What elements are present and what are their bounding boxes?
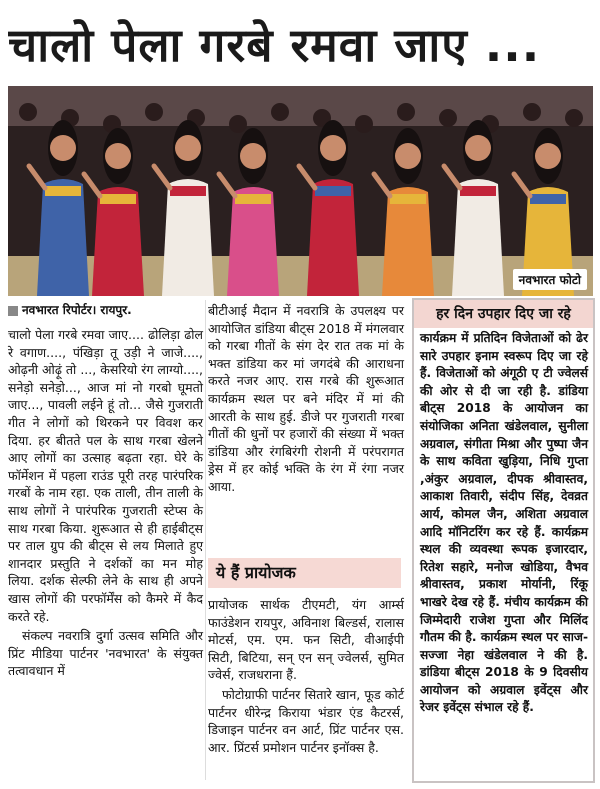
sidebar-box: [412, 298, 595, 783]
dancer-face: [175, 135, 201, 161]
dancer-dress-border: [390, 194, 426, 204]
background-person: [229, 115, 247, 133]
dancer-dress: [37, 179, 89, 296]
byline-text: नवभारत रिपोर्टर। रायपुर.: [22, 303, 132, 317]
dancer-dress-border: [235, 194, 271, 204]
photo-credit: नवभारत फोटो: [513, 269, 587, 290]
sponsors-subhead: ये हैं प्रायोजक: [208, 558, 401, 588]
byline-marker-icon: [8, 306, 18, 316]
article-column-2: [208, 302, 404, 498]
dancer-face: [105, 143, 131, 169]
article-paragraph: संकल्प नवरात्रि दुर्गा उत्सव समिति और प्रिंट मीडिया पार्टनर 'नवभारत' के संयुक्त तत्वावधान में: [8, 628, 203, 679]
photo-background-crowd: [8, 86, 593, 126]
dancer-dress-border: [100, 194, 136, 204]
dancer-dress-border: [170, 186, 206, 196]
background-person: [397, 103, 415, 121]
sidebar-body: कार्यक्रम में प्रतिदिन विजेताओं को ढेर सारे उपहार इनाम स्वरूप दिए जा रहे हैं. विजेताओं को अंगूठी ए टी ज्वेलर्स की ओर से दी जा रही है. डांडिया बीट्स 2018 के आयोजन का संयोजिका अनिता खंडेलवाल, सुनीला अग्रवाल, संगीता मिश्रा और पुष्पा जैन के साथ कविता खुड़िया, निधि गुप्ता ,अंकुर अग्रवाल, दीपक श्रीवास्तव, आकाश तिवारी, संदीप सिंह, देवव्रत आर्य, कोमल जैन, अशिता अग्रवाल आदि मॉनिटरिंग कर रहे हैं. कार्यक्रम स्थल की व्यवस्था रूपक इजारदार, रितेश सहारे, मनोज खोडिया, वैभव श्रीवास्तव, प्रकाश मोर्यानी, रिंकू भाखरे देख रहे हैं. मंचीय कार्यक्रम की जिम्मेदारी राजेश गुप्ता और मिलिंद गौतम की है. कार्यक्रम स्थल पर साज-सज्जा नेहा खंडेलवाल ने की है. डांडिया बीट्स 2018 के 9 दिवसीय आयोजन को अग्रवाल इवेंट्स और रेजर इवेंट्स संभाल रहे हैं.: [420, 331, 588, 715]
headline: चालो पेला गरबे रमवा जाए ...: [8, 18, 541, 72]
dancer-face: [465, 135, 491, 161]
dancer-face: [395, 143, 421, 169]
sponsors-paragraph: फोटोग्राफी पार्टनर सितारे खान, फूड कोर्ट पार्टनर धीरेन्द्र किराया भंडार एंड कैटरर्स, डिजाइन पार्टनर वन आर्ट, प्रिंट पार्टनर एस. आर. प्रिंटर्स प्रमोशन पार्टनर इनॉक्स है.: [208, 686, 404, 755]
dancer-dress-border: [45, 186, 81, 196]
dancer-face: [320, 135, 346, 161]
background-person: [565, 109, 583, 127]
background-person: [439, 109, 457, 127]
dancer-dress: [162, 179, 214, 296]
background-person: [19, 103, 37, 121]
garba-dancers-illustration: [8, 86, 593, 296]
dancer-dress-border: [460, 186, 496, 196]
background-person: [145, 103, 163, 121]
garba-photo: [8, 86, 593, 296]
dancer-face: [50, 135, 76, 161]
background-person: [355, 115, 373, 133]
byline: [8, 302, 203, 318]
sponsors-paragraph: प्रायोजक सार्थक टीएमटी, यंग आर्म्स फाउंडेशन रायपुर, अविनाश बिल्डर्स, रालास मोटर्स, एम. एम. फन सिटी, वीआईपी सिटी, बिटिया, सन् एन सन् ज्वेलर्स, सुमित ज्वेर्स, राजधराना हैं.: [208, 597, 404, 683]
article-column-1: [8, 326, 203, 682]
dancer-face: [535, 143, 561, 169]
article-paragraph: बीटीआई मैदान में नवरात्रि के उपलक्ष्य पर आयोजित डांडिया बीट्स 2018 में मंगलवार को गरबा गीतों के संग देर रात तक मां के भक्त डांडिया कर मां जगदंबे की आराधना करते नजर आए. रास गरबे की शुरूआत कार्यक्रम स्थल पर बने मंदिर में मां की आरती के साथ हुई. डीजे पर गुजराती गरबा गीतों की धुनों पर हजारों की संख्या में भक्त डांडिया और रंगबिरंगी रोशनी में परंपरागत ड्रेस में हर कोई भक्ति के रंग में रंगा नजर आया.: [208, 303, 404, 494]
sidebar-title: हर दिन उपहार दिए जा रहे: [414, 300, 593, 328]
dancer-dress: [452, 179, 504, 296]
dancer-face: [240, 143, 266, 169]
article-paragraph: चालो पेला गरबे रमवा जाए.... ढोलिड़ा ढोल रे वगाण...., पंखिड़ा तू उड़ी ने जाजे...., ओढ़नी ओढ़ूं तो ..., केसरियो रंग लाग्यो...., सनेड़ो सनेड़ो..., आज मां नो गरबो घूमतो जाए..., पावली लईने हूं तो... जैसे गुजराती गीत ने लोगों को थिरकने पर विवश कर दिया. हर बीतते पल के साथ गरबा खेलने आए लोगों का उत्साह बढ़ता रहा. घेरे के फॉर्मेशन में पहला राउंड पूरी तरह पारंपरिक गरबों के नाम रहा. एक ताली, तीन ताली के साथ लोगों ने पारंपरिक गुजराती स्टेप्स के साथ गरबा किया. शुरूआत से ही हाईबीट्स पर ताल ग्रुप की बीट्स से लय मिलाते हुए शानदार प्रस्तुति ने दर्शकों का मन मोह लिया. दर्शक सेल्फी लेने के साथ ही अपने खास लोगों की परफॉर्मेंस को कैमरे में कैद करते रहे.: [8, 327, 203, 624]
dancer-dress-border: [530, 194, 566, 204]
background-person: [271, 103, 289, 121]
dancer-dress: [307, 179, 359, 296]
column-divider: [205, 300, 206, 780]
background-person: [523, 103, 541, 121]
sponsors-column: [208, 596, 404, 758]
dancer-dress-border: [315, 186, 351, 196]
